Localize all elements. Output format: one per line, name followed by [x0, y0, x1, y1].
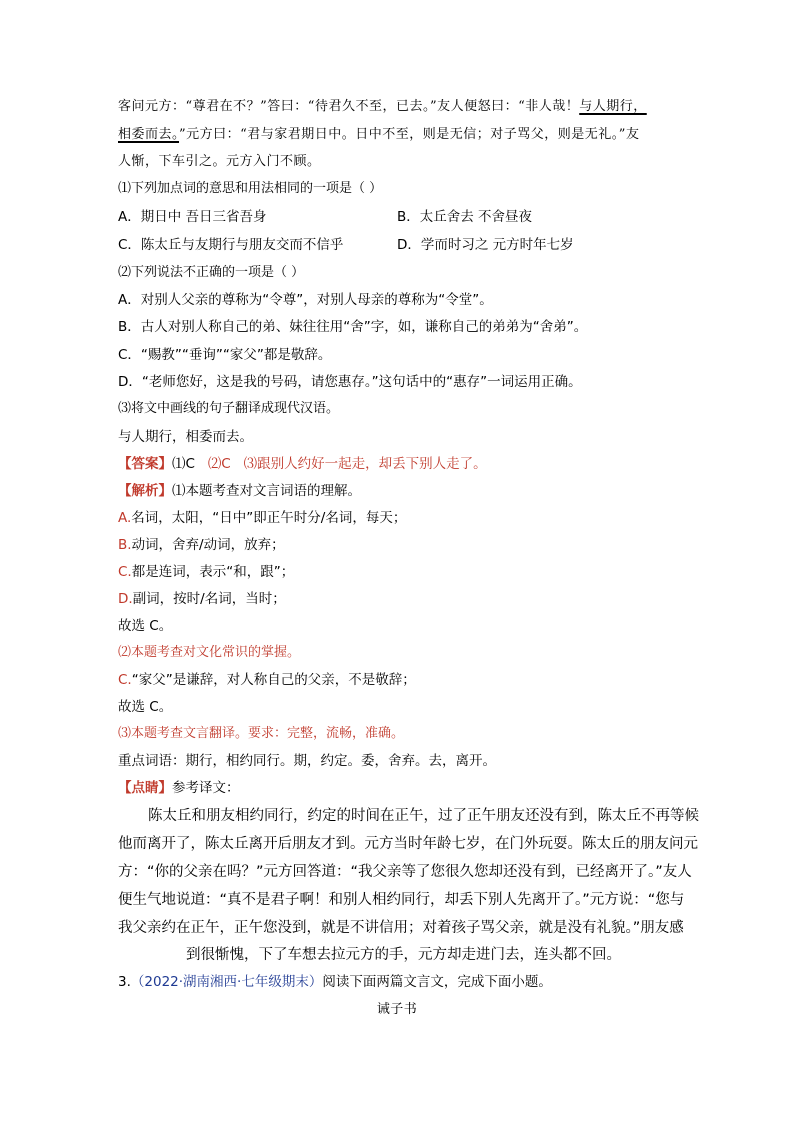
q2-option-b: B．古人对别人称自己的弟、妹往往用“舍”字，如，谦称自己的弟弟为“舍弟”。	[118, 319, 588, 335]
question-source: （2022·湖南湘西·七年级期末）	[130, 974, 323, 990]
answer-line	[118, 455, 487, 473]
q3-sentence: 与人期行，相委而去。	[118, 429, 253, 445]
q1-option-d: D．学而时习之 元方时年七岁	[397, 237, 574, 253]
analysis-choose-1: 故选 C。	[118, 618, 173, 634]
passage-text: 客问元方：“尊君在不？”答曰：“待君久不至，已去。”友人便怒曰：“非人哉！	[118, 99, 580, 114]
translation-line-5: 我父亲约在正午，正午您没到，就是不讲信用；对着孩子骂父亲，就是没有礼貌。”朋友感	[118, 920, 684, 936]
next-passage-title: 诫子书	[376, 1002, 418, 1017]
q2-option-a: A．对别人父亲的尊称为“令尊”，对别人母亲的尊称为“令堂”。	[118, 292, 493, 308]
translation-line-1: 陈太丘和朋友相约同行，约定的时间在正午，过了正午朋友还没有到，陈太丘不再等候	[148, 808, 699, 824]
analysis-option-c: C.都是连词，表示“和，跟”；	[118, 564, 295, 580]
analysis-q2-c: C.“家父”是谦辞，对人称自己的父亲，不是敬辞；	[118, 672, 416, 688]
q1-option-b: B．太丘舍去 不舍昼夜	[397, 209, 533, 225]
translation-line-4: 便生气地说道：“真不是君子啊！和别人相约同行，却丢下别人先离开了。”元方说：“您与	[118, 892, 685, 908]
passage-line-3: 人惭，下车引之。元方入门不顾。	[118, 154, 321, 169]
passage-line-2	[118, 126, 639, 144]
passage-text: ”元方曰：“君与家君期日中。日中不至，则是无信；对子骂父，则是无礼。”友	[179, 127, 640, 142]
q3-stem: ⑶将文中画线的句子翻译成现代汉语。	[118, 401, 340, 416]
analysis-option-b: B.动词，舍弃/动词，放弃；	[118, 537, 285, 553]
translation-line-3: 方：“你的父亲在吗？”元方回答道：“我父亲等了您很久您却还没有到，已经离开了。”友人	[118, 864, 692, 880]
next-question-line	[118, 973, 552, 991]
analysis-intro: 【解析】⑴本题考查对文言词语的理解。	[118, 483, 361, 499]
question-number: 3.	[118, 974, 131, 990]
analysis-tag: 【解析】	[118, 483, 172, 499]
note-tag: 【点睛】	[118, 780, 172, 796]
analysis-keywords: 重点词语：期行，相约同行。期，约定。委，舍弃。去，离开。	[118, 753, 496, 769]
question-instruction: 阅读下面两篇文言文，完成下面小题。	[322, 974, 552, 990]
q2-stem: ⑵下列说法不正确的一项是（ ）	[118, 265, 305, 280]
q1-stem: ⑴下列加点词的意思和用法相同的一项是（ ）	[118, 181, 383, 196]
analysis-q3-intro: ⑶本题考查文言翻译。要求：完整，流畅，准确。	[118, 726, 405, 741]
translation-line-6: 到很惭愧，下了车想去拉元方的手，元方却走进门去，连头都不回。	[186, 947, 621, 963]
q1-option-c: C．陈太丘与友期行与朋友交而不信乎	[118, 237, 344, 253]
analysis-choose-2: 故选 C。	[118, 699, 173, 715]
translation-line-2: 他而离开了，陈太丘离开后朋友才到。元方当时年龄七岁，在门外玩耍。陈太丘的朋友问元	[118, 836, 698, 852]
passage-line-1	[118, 98, 647, 116]
q1-option-a: A．期日中 吾日三省吾身	[118, 209, 267, 225]
analysis-option-a: A.名词，太阳，“日中”即正午时分/名词，每天；	[118, 510, 407, 526]
analysis-option-d: D.副词，按时/名词，当时；	[118, 591, 286, 607]
answer-1: ⑴C	[172, 456, 195, 472]
q2-option-c: C．“赐教”“垂询”“家父”都是敬辞。	[118, 347, 332, 363]
analysis-q2-intro: ⑵本题考查对文化常识的掌握。	[118, 645, 301, 660]
answer-3: ⑶跟别人约好一起走，却丢下别人走了。	[243, 456, 487, 472]
underlined-sentence-part-2: 相委而去。	[118, 127, 180, 142]
answer-tag: 【答案】	[118, 456, 172, 472]
answer-2: ⑵C	[207, 456, 231, 472]
note-heading: 【点睛】参考译文：	[118, 780, 240, 796]
underlined-sentence-part-1: 与人期行，	[579, 99, 647, 114]
q2-option-d: D．“老师您好，这是我的号码，请您惠存。”这句话中的“惠存”一词运用正确。	[118, 374, 582, 390]
